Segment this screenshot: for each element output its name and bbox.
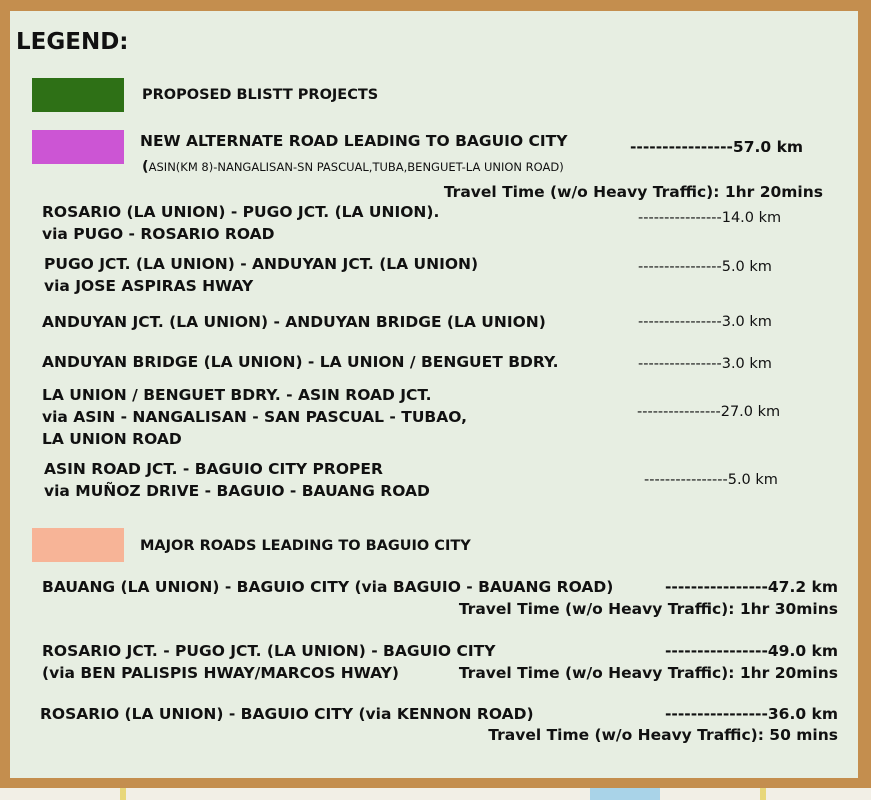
segment-2-distance: ----------------5.0 km — [638, 259, 772, 275]
segment-3-line1: ANDUYAN JCT. (LA UNION) - ANDUYAN BRIDGE (LA UNION) — [42, 313, 546, 331]
segment-5-line1: LA UNION / BENGUET BDRY. - ASIN ROAD JCT. — [42, 386, 432, 404]
major-roads-label: MAJOR ROADS LEADING TO BAGUIO CITY — [140, 538, 471, 554]
segment-1-distance: ----------------14.0 km — [638, 210, 782, 226]
segment-6-distance: ----------------5.0 km — [644, 472, 778, 488]
map-road — [760, 788, 766, 800]
major-route-1-line1: BAUANG (LA UNION) - BAGUIO CITY (via BAGUIO - BAUANG ROAD) — [42, 578, 614, 596]
segment-1-line1: ROSARIO (LA UNION) - PUGO JCT. (LA UNION). — [42, 203, 440, 221]
major-route-2-line1: ROSARIO JCT. - PUGO JCT. (LA UNION) - BAGUIO CITY — [42, 642, 496, 660]
segment-3-distance: ----------------3.0 km — [638, 314, 772, 330]
segment-2-line1: PUGO JCT. (LA UNION) - ANDUYAN JCT. (LA UNION) — [44, 255, 479, 273]
legend-title: LEGEND: — [16, 29, 129, 55]
major-route-3-travel-time: Travel Time (w/o Heavy Traffic): 50 mins — [488, 726, 838, 744]
segment-5-distance: ----------------27.0 km — [637, 404, 781, 420]
alternate-road-sublabel: (ASIN(KM 8)-NANGALISAN-SN PASCUAL,TUBA,BENGUET-LA UNION ROAD) — [142, 159, 564, 175]
map-water — [590, 788, 660, 800]
major-route-2-travel-time: Travel Time (w/o Heavy Traffic): 1hr 20mins — [458, 664, 838, 682]
segment-2-line2: via JOSE ASPIRAS HWAY — [44, 277, 254, 295]
major-route-1-distance: ----------------47.2 km — [664, 578, 838, 596]
blistt-label: PROPOSED BLISTT PROJECTS — [142, 87, 379, 103]
major-route-3-line1: ROSARIO (LA UNION) - BAGUIO CITY (via KENNON ROAD) — [40, 705, 534, 723]
alternate-road-label: NEW ALTERNATE ROAD LEADING TO BAGUIO CITY — [140, 132, 568, 150]
map-road — [120, 788, 126, 800]
segment-6-line2: via MUÑOZ DRIVE - BAGUIO - BAUANG ROAD — [44, 482, 430, 500]
blistt-swatch — [32, 78, 124, 112]
alternate-road-travel-time: Travel Time (w/o Heavy Traffic): 1hr 20mins — [443, 183, 823, 201]
segment-5-line2: via ASIN - NANGALISAN - SAN PASCUAL - TUBAO, — [42, 408, 467, 426]
legend-panel — [10, 11, 858, 778]
segment-4-distance: ----------------3.0 km — [638, 356, 772, 372]
major-roads-swatch — [32, 528, 124, 562]
major-route-3-distance: ----------------36.0 km — [664, 705, 838, 723]
map-background — [0, 788, 871, 800]
segment-4-line1: ANDUYAN BRIDGE (LA UNION) - LA UNION / BENGUET BDRY. — [42, 353, 559, 371]
major-route-2-distance: ----------------49.0 km — [664, 642, 838, 660]
major-route-1-travel-time: Travel Time (w/o Heavy Traffic): 1hr 30mins — [458, 600, 838, 618]
segment-5-line3: LA UNION ROAD — [42, 430, 182, 448]
segment-1-line2: via PUGO - ROSARIO ROAD — [42, 225, 275, 243]
major-route-2-line2: (via BEN PALISPIS HWAY/MARCOS HWAY) — [42, 664, 399, 682]
alternate-road-swatch — [32, 130, 124, 164]
alternate-road-total: ----------------57.0 km — [630, 138, 804, 156]
segment-6-line1: ASIN ROAD JCT. - BAGUIO CITY PROPER — [44, 460, 383, 478]
